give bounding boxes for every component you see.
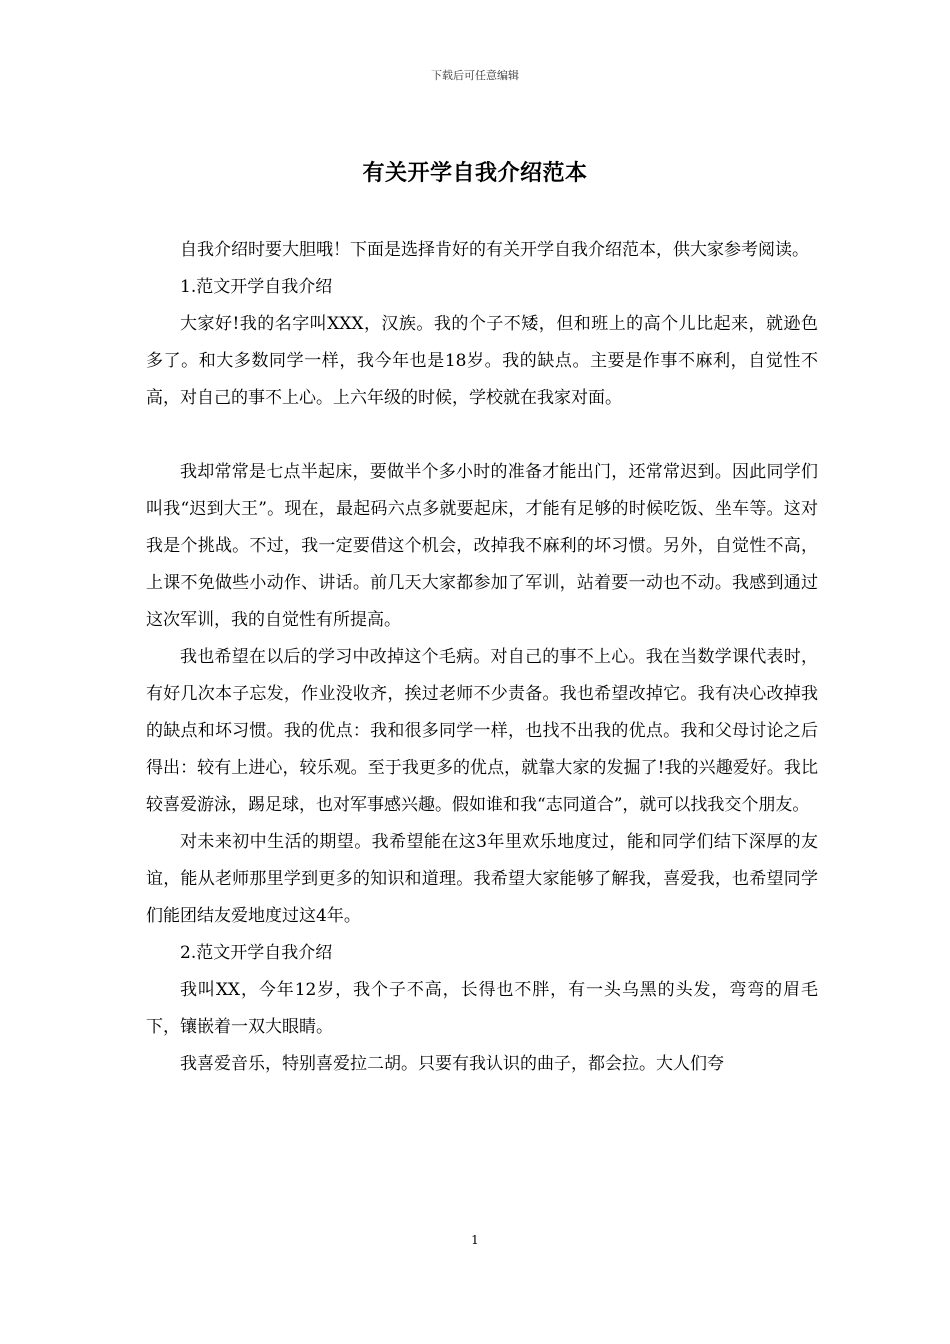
body-paragraph: 我叫XX，今年12岁，我个子不高，长得也不胖，有一头乌黑的头发，弯弯的眉毛下，镶嵌着一双大眼睛。	[146, 980, 818, 1037]
document-title: 有关开学自我介绍范本	[362, 161, 588, 186]
paragraph-spacer	[146, 417, 818, 454]
body-paragraph: 我也希望在以后的学习中改掉这个毛病。对自己的事不上心。我在当数学课代表时，有好几次本子忘发，作业没收齐，挨过老师不少责备。我也希望改掉它。我有决心改掉我的缺点和坏习惯。我的优点：我和很多同学一样，也找不出我的优点。我和父母讨论之后得出：较有上进心，较乐观。至于我更多的优点，就靠大家的发掘了!我的兴趣爱好。我比较喜爱游泳，踢足球，也对军事感兴趣。假如谁和我“志同道合”，就可以找我交个朋友。	[146, 647, 818, 815]
document-body	[146, 232, 818, 1083]
body-paragraph: 我却常常是七点半起床，要做半个多小时的准备才能出门，还常常迟到。因此同学们叫我“迟到大王”。现在，最起码六点多就要起床，才能有足够的时候吃饭、坐车等。这对我是个挑战。不过，我一定要借这个机会，改掉我不麻利的坏习惯。另外，自觉性不高，上课不免做些小动作、讲话。前几天大家都参加了军训，站着要一动也不动。我感到通过这次军训，我的自觉性有所提高。	[146, 462, 818, 630]
section-heading-2: 2.范文开学自我介绍	[180, 943, 333, 963]
section-heading-1: 1.范文开学自我介绍	[180, 277, 333, 297]
page-number: 1	[471, 1233, 479, 1247]
body-paragraph: 我喜爱音乐，特别喜爱拉二胡。只要有我认识的曲子，都会拉。大人们夸	[180, 1054, 724, 1074]
header-note: 下载后可任意编辑	[431, 69, 519, 82]
body-paragraph: 对未来初中生活的期望。我希望能在这3年里欢乐地度过，能和同学们结下深厚的友谊，能从老师那里学到更多的知识和道理。我希望大家能够了解我，喜爱我，也希望同学们能团结友爱地度过这4年。	[146, 832, 818, 926]
body-paragraph: 大家好!我的名字叫XXX，汉族。我的个子不矮，但和班上的高个儿比起来，就逊色多了。和大多数同学一样，我今年也是18岁。我的缺点。主要是作事不麻利，自觉性不高，对自己的事不上心。上六年级的时候，学校就在我家对面。	[146, 314, 818, 408]
intro-paragraph: 自我介绍时要大胆哦！下面是选择肯好的有关开学自我介绍范本，供大家参考阅读。	[180, 240, 809, 260]
